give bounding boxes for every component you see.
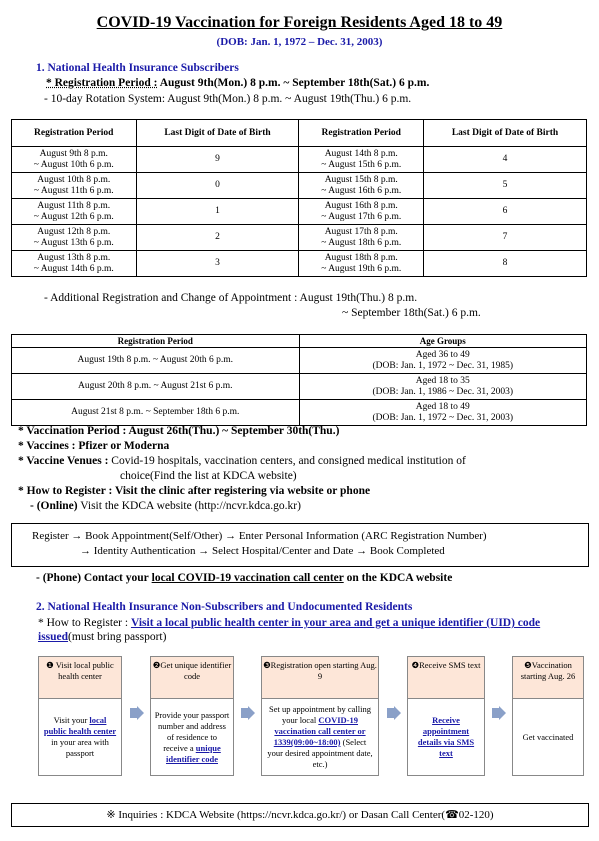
how-to-register-line: * How to Register : Visit the clinic after registering via website or phone bbox=[18, 485, 371, 497]
step-5-header: ❺Vaccination starting Aug. 26 bbox=[513, 657, 583, 699]
arrow-right-icon bbox=[241, 706, 255, 720]
table-header: Last Digit of Date of Birth bbox=[136, 120, 299, 147]
table-row: August 21st 8 p.m. ~ September 18th 6 p.m. Aged 18 to 49 (DOB: Jan. 1, 1972 ~ Dec. 31, 2003) bbox=[12, 400, 587, 426]
rotation-table bbox=[11, 119, 587, 277]
registration-flow-box bbox=[11, 523, 589, 567]
venues-line2: choice(Find the list at KDCA website) bbox=[120, 470, 297, 482]
step-2-body: Provide your passport number and address of residence to receive a unique identifier code bbox=[151, 699, 233, 775]
table-header: Registration Period bbox=[299, 120, 424, 147]
table-row: August 13th 8 p.m. ~ August 14th 6 p.m. 3 August 18th 8 p.m. ~ August 19th 6 p.m. 8 bbox=[12, 251, 587, 277]
venues-line: * Vaccine Venues : Covid-19 hospitals, vaccination centers, and consigned medical institution of bbox=[18, 455, 466, 467]
rotation-system-line: - 10-day Rotation System: August 9th(Mon.) 8 p.m. ~ August 19th(Thu.) 6 p.m. bbox=[44, 93, 412, 105]
step-5-box bbox=[512, 656, 584, 776]
step-3-header: ❸Registration open starting Aug. 9 bbox=[262, 657, 378, 699]
step-4-body: Receive appointment details via SMS text bbox=[408, 699, 484, 775]
vaccination-period-line: * Vaccination Period : August 26th(Thu.) ~ September 30th(Thu.) bbox=[18, 425, 340, 437]
table-row: August 10th 8 p.m. ~ August 11th 6 p.m. 0 August 15th 8 p.m. ~ August 16th 6 p.m. 5 bbox=[12, 173, 587, 199]
step-3-body: Set up appointment by calling your local COVID-19 vaccination call center or 1339(09:00~18:00) (Select your desired appointment date, etc.) bbox=[262, 699, 378, 775]
step-4-header: ❹Receive SMS text bbox=[408, 657, 484, 699]
section1-heading: 1. National Health Insurance Subscribers bbox=[36, 62, 239, 74]
page-subtitle: (DOB: Jan. 1, 1972 – Dec. 31, 2003) bbox=[216, 36, 383, 48]
arrow-right-icon bbox=[387, 706, 401, 720]
table-row: August 20th 8 p.m. ~ August 21st 6 p.m. Aged 18 to 35 (DOB: Jan. 1, 1986 ~ Dec. 31, 2003) bbox=[12, 374, 587, 400]
table-row: August 11th 8 p.m. ~ August 12th 6 p.m. 1 August 16th 8 p.m. ~ August 17th 6 p.m. 6 bbox=[12, 199, 587, 225]
vaccines-line: * Vaccines : Pfizer or Moderna bbox=[18, 440, 170, 452]
section2-heading: 2. National Health Insurance Non-Subscribers and Undocumented Residents bbox=[36, 601, 413, 613]
step-2-box bbox=[150, 656, 234, 776]
arrow-right-icon bbox=[130, 706, 144, 720]
step-1-body: Visit your local public health center in your area with passport bbox=[39, 699, 121, 775]
phone-line: - (Phone) Contact your local COVID-19 vaccination call center on the KDCA website bbox=[36, 572, 453, 584]
additional-registration-line1: - Additional Registration and Change of Appointment : August 19th(Thu.) 8 p.m. bbox=[44, 292, 418, 304]
table-row: August 12th 8 p.m. ~ August 13th 6 p.m. 2 August 17th 8 p.m. ~ August 18th 6 p.m. 7 bbox=[12, 225, 587, 251]
inquiries-box: ※ Inquiries : KDCA Website (https://ncvr.kdca.go.kr/) or Dasan Call Center(☎02-120) bbox=[11, 803, 589, 827]
step-1-header: ❶ Visit local public health center bbox=[39, 657, 121, 699]
arrow-right-icon bbox=[492, 706, 506, 720]
page-title: COVID-19 Vaccination for Foreign Residents Aged 18 to 49 bbox=[96, 14, 503, 31]
step-2-header: ❷Get unique identifier code bbox=[151, 657, 233, 699]
online-line: - (Online) Visit the KDCA website (http://ncvr.kdca.go.kr) bbox=[30, 500, 301, 512]
table-header: Age Groups bbox=[299, 335, 587, 348]
table-header: Registration Period bbox=[12, 335, 300, 348]
step-3-box bbox=[261, 656, 379, 776]
table-row: August 9th 8 p.m. ~ August 10th 6 p.m. 9 August 14th 8 p.m. ~ August 15th 6 p.m. 4 bbox=[12, 147, 587, 173]
step-1-box bbox=[38, 656, 122, 776]
flow-line1: Register → Book Appointment(Self/Other) → Enter Personal Information (ARC Registration Number) bbox=[32, 530, 487, 542]
table-header: Registration Period bbox=[12, 120, 137, 147]
table-header: Last Digit of Date of Birth bbox=[424, 120, 587, 147]
step-5-body: Get vaccinated bbox=[513, 699, 583, 775]
section2-howto: * How to Register : Visit a local public health center in your area and get a unique identifier (UID) code issued(must bring passport) bbox=[38, 617, 541, 643]
step-4-box bbox=[407, 656, 485, 776]
age-group-table bbox=[11, 334, 587, 426]
additional-registration-line2: ~ September 18th(Sat.) 6 p.m. bbox=[342, 307, 481, 319]
table-row: August 19th 8 p.m. ~ August 20th 6 p.m. Aged 36 to 49 (DOB: Jan. 1, 1972 ~ Dec. 31, 1985) bbox=[12, 348, 587, 374]
flow-line2: → Identity Authentication → Select Hospital/Center and Date → Book Completed bbox=[80, 545, 445, 557]
registration-period-line: * Registration Period : August 9th(Mon.) 8 p.m. ~ September 18th(Sat.) 6 p.m. bbox=[46, 77, 430, 89]
